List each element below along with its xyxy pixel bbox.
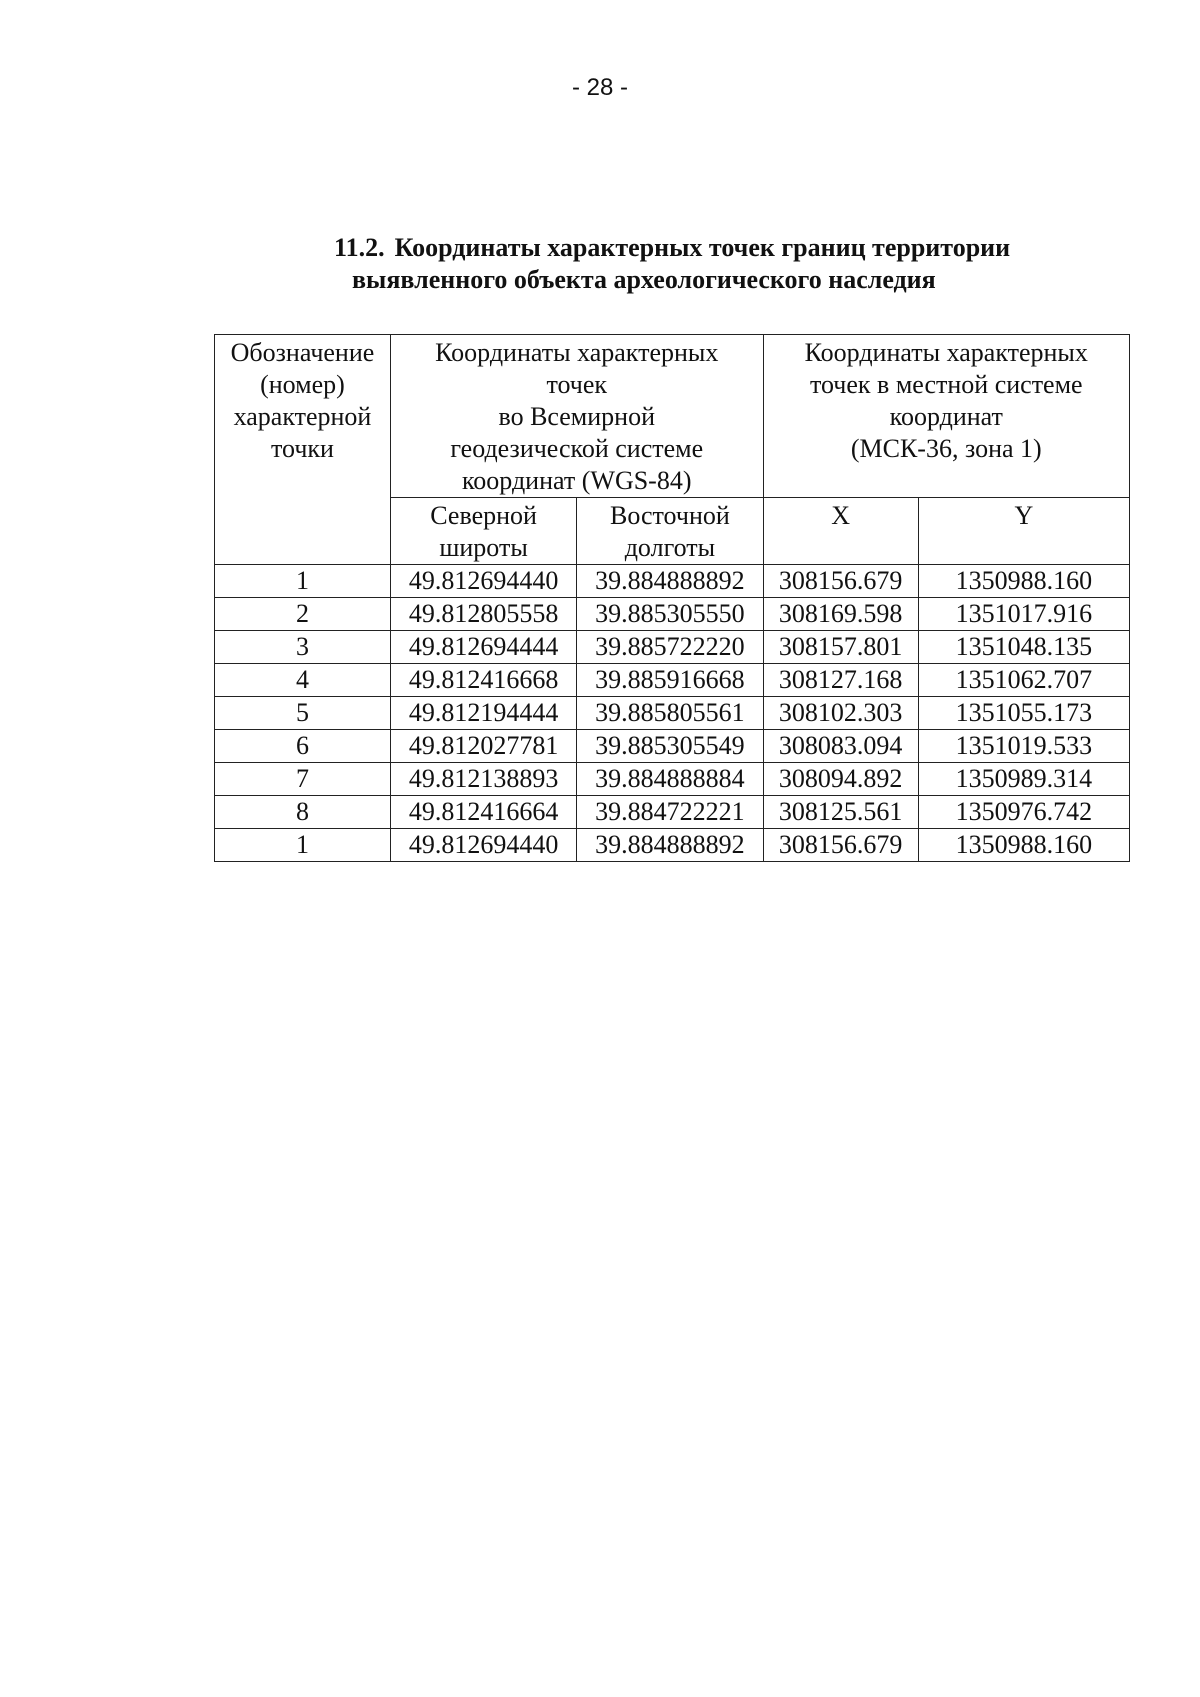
cell-point-id: 6 <box>215 730 391 763</box>
table-row <box>215 730 1130 763</box>
table-header-row-1 <box>215 335 1130 498</box>
cell-latitude: 49.812416668 <box>390 664 576 697</box>
heading-text-1: Координаты характерных точек границ территории <box>394 233 1011 262</box>
cell-longitude: 39.884888884 <box>577 763 763 796</box>
header-msk-group: Координаты характерных точек в местной системе координат (МСК-36, зона 1) <box>763 335 1129 498</box>
cell-longitude: 39.885305550 <box>577 598 763 631</box>
cell-longitude: 39.885916668 <box>577 664 763 697</box>
cell-longitude: 39.884888892 <box>577 829 763 862</box>
table-row <box>215 631 1130 664</box>
cell-longitude: 39.885722220 <box>577 631 763 664</box>
page-number: - 28 - <box>571 74 628 101</box>
cell-point-id: 3 <box>215 631 391 664</box>
cell-longitude: 39.884722221 <box>577 796 763 829</box>
coordinates-table <box>214 334 1130 862</box>
header-longitude: Восточной долготы <box>577 498 763 565</box>
cell-latitude: 49.812194444 <box>390 697 576 730</box>
cell-y: 1350988.160 <box>918 565 1129 598</box>
cell-point-id: 7 <box>215 763 391 796</box>
header-wgs84-group: Координаты характерных точек во Всемирной геодезической системе координат (WGS-84) <box>390 335 763 498</box>
header-point-id: Обозначение (номер) характерной точки <box>215 335 391 565</box>
cell-latitude: 49.812694440 <box>390 829 576 862</box>
cell-x: 308169.598 <box>763 598 918 631</box>
heading-line-1 <box>334 232 1114 264</box>
cell-latitude: 49.812027781 <box>390 730 576 763</box>
cell-y: 1351062.707 <box>918 664 1129 697</box>
cell-point-id: 1 <box>215 829 391 862</box>
cell-y: 1351048.135 <box>918 631 1129 664</box>
cell-x: 308125.561 <box>763 796 918 829</box>
table-row <box>215 664 1130 697</box>
header-x: X <box>763 498 918 565</box>
heading-number: 11.2. <box>334 233 385 262</box>
cell-latitude: 49.812805558 <box>390 598 576 631</box>
cell-longitude: 39.885305549 <box>577 730 763 763</box>
cell-point-id: 4 <box>215 664 391 697</box>
table-row <box>215 796 1130 829</box>
table-row <box>215 697 1130 730</box>
cell-x: 308094.892 <box>763 763 918 796</box>
cell-y: 1350988.160 <box>918 829 1129 862</box>
cell-x: 308083.094 <box>763 730 918 763</box>
cell-latitude: 49.812694440 <box>390 565 576 598</box>
cell-longitude: 39.885805561 <box>577 697 763 730</box>
table-row <box>215 598 1130 631</box>
cell-x: 308156.679 <box>763 829 918 862</box>
cell-y: 1350976.742 <box>918 796 1129 829</box>
cell-x: 308157.801 <box>763 631 918 664</box>
header-y: Y <box>918 498 1129 565</box>
cell-latitude: 49.812416664 <box>390 796 576 829</box>
table-row <box>215 763 1130 796</box>
section-heading <box>334 232 1114 296</box>
cell-y: 1351019.533 <box>918 730 1129 763</box>
cell-y: 1351017.916 <box>918 598 1129 631</box>
cell-latitude: 49.812694444 <box>390 631 576 664</box>
table-row <box>215 565 1130 598</box>
cell-longitude: 39.884888892 <box>577 565 763 598</box>
cell-latitude: 49.812138893 <box>390 763 576 796</box>
cell-point-id: 5 <box>215 697 391 730</box>
header-latitude: Северной широты <box>390 498 576 565</box>
cell-x: 308156.679 <box>763 565 918 598</box>
heading-line-2: выявленного объекта археологического наследия <box>352 265 936 294</box>
cell-y: 1350989.314 <box>918 763 1129 796</box>
cell-x: 308127.168 <box>763 664 918 697</box>
cell-point-id: 8 <box>215 796 391 829</box>
cell-point-id: 2 <box>215 598 391 631</box>
table-row <box>215 829 1130 862</box>
cell-x: 308102.303 <box>763 697 918 730</box>
cell-point-id: 1 <box>215 565 391 598</box>
cell-y: 1351055.173 <box>918 697 1129 730</box>
